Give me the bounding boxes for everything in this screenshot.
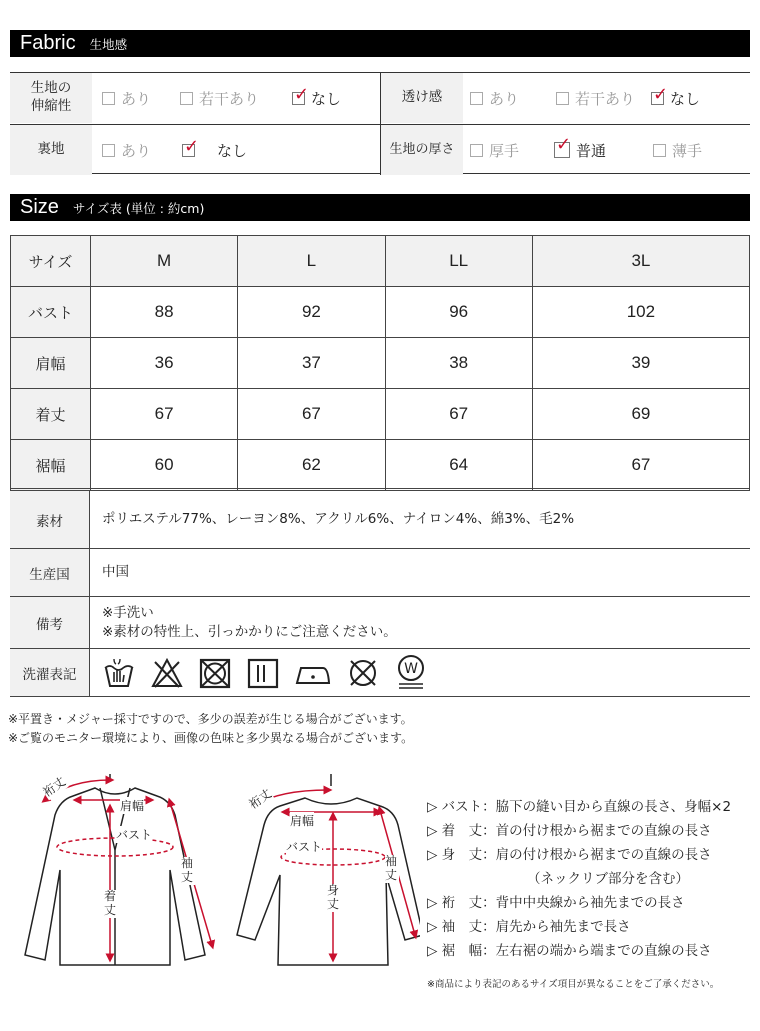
no-bleach-icon <box>150 656 184 690</box>
fabric-subtitle: 生地感 <box>89 36 128 52</box>
size-subtitle: サイズ表 (単位 : 約cm) <box>72 200 205 216</box>
checkbox-icon <box>102 92 115 105</box>
jacket-yuki-label: 裄丈 <box>40 774 69 800</box>
lining-label: 裏地 <box>10 125 92 175</box>
table-row <box>11 389 750 440</box>
fabric-title: Fabric <box>20 32 76 54</box>
table-row <box>11 287 750 338</box>
lining-option-yes: あり <box>102 125 151 175</box>
checkbox-icon <box>470 92 483 105</box>
size-col-ll: LL <box>385 236 532 287</box>
jacket-sleeve-label: 袖丈 <box>181 856 194 884</box>
low-iron-icon <box>294 656 332 690</box>
care-label: 洗濯表記 <box>10 649 90 696</box>
jacket-length-label: 着丈 <box>104 889 117 917</box>
remarks-label: 備考 <box>10 597 90 648</box>
table-cell: 67 <box>238 389 385 440</box>
svg-text:W: W <box>404 660 418 677</box>
size-table <box>10 235 750 491</box>
table-row <box>11 440 750 491</box>
lining-option-no: ✓ なし <box>184 135 248 160</box>
checkbox-icon <box>470 144 483 157</box>
stretch-label: 生地の 伸縮性 <box>10 73 92 123</box>
size-title: Size <box>20 196 59 218</box>
stretch-option-yes: あり <box>102 73 151 123</box>
thickness-option-normal: ✓ 普通 <box>556 134 607 160</box>
row-label: 肩幅 <box>11 338 91 389</box>
shirt-length-label: 身丈 <box>327 883 340 911</box>
legend-kitake: ▷ 着 丈：首の付け根から裾までの直線の長さ <box>427 823 712 839</box>
table-cell: 36 <box>91 338 238 389</box>
row-label: 裾幅 <box>11 440 91 491</box>
material-row <box>10 491 750 549</box>
stretch-option-slight: 若干あり <box>180 73 259 123</box>
line-dry-icon <box>246 656 280 690</box>
thickness-option-thin: 薄手 <box>653 125 702 175</box>
checkbox-icon <box>556 92 569 105</box>
checked-checkbox-icon: ✓ <box>294 83 310 105</box>
table-cell: 96 <box>385 287 532 338</box>
wet-clean-icon <box>394 653 428 693</box>
thickness-label: 生地の厚さ <box>381 125 463 175</box>
size-col-m: M <box>91 236 238 287</box>
shirt-sleeve-label: 袖丈 <box>385 854 398 882</box>
remarks-value <box>90 597 750 648</box>
origin-label: 生産国 <box>10 549 90 596</box>
table-cell: 67 <box>385 389 532 440</box>
care-icons <box>90 649 750 696</box>
table-cell: 67 <box>91 389 238 440</box>
note-monitor: ※ご覧のモニター環境により、画像の色味と多少異なる場合がございます。 <box>8 731 414 745</box>
size-corner: サイズ <box>11 236 91 287</box>
fabric-table <box>10 72 750 174</box>
jacket-outline <box>25 774 205 965</box>
fabric-header <box>10 30 750 57</box>
legend-bust: ▷ バスト：脇下の縫い目から直線の長さ、身幅×2 <box>427 799 732 815</box>
sheer-label: 透け感 <box>381 73 463 123</box>
origin-row <box>10 549 750 597</box>
measurement-diagram <box>0 760 420 980</box>
size-col-l: L <box>238 236 385 287</box>
legend-fine-print: ※商品により表記のあるサイズ項目が異なることをご了承ください。 <box>427 979 720 990</box>
table-cell: 88 <box>91 287 238 338</box>
stretch-option-no: ✓ なし <box>294 83 342 108</box>
table-cell: 102 <box>532 287 749 338</box>
checkbox-icon <box>653 144 666 157</box>
remark-snag: ※素材の特性上、引っかかりにご注意ください。 <box>102 623 397 640</box>
size-table-header <box>11 236 750 287</box>
checkbox-icon <box>102 144 115 157</box>
size-header <box>10 194 750 221</box>
table-cell: 37 <box>238 338 385 389</box>
table-cell: 39 <box>532 338 749 389</box>
sheer-option-no: ✓ なし <box>653 83 701 108</box>
shirt-bust-label: バスト <box>286 840 323 854</box>
legend-yuki: ▷ 裄 丈：背中中央線から袖先までの長さ <box>427 895 685 911</box>
no-tumble-dry-icon <box>198 656 232 690</box>
no-dry-clean-icon <box>346 656 380 690</box>
origin-value: 中国 <box>102 564 129 581</box>
legend-susohaba: ▷ 裾 幅：左右裾の端から端までの直線の長さ <box>427 943 712 959</box>
care-row <box>10 649 750 697</box>
jacket-shoulder-label: 肩幅 <box>120 799 145 813</box>
product-info-table <box>10 488 750 697</box>
shirt-shoulder-label: 肩幅 <box>290 814 315 828</box>
table-cell: 67 <box>532 440 749 491</box>
note-measurement: ※平置き・メジャー採寸ですので、多少の誤差が生じる場合がございます。 <box>8 712 413 726</box>
table-row <box>11 338 750 389</box>
checked-checkbox-icon: ✓ <box>554 142 570 158</box>
material-label: 素材 <box>10 491 90 548</box>
hand-wash-icon <box>102 656 136 690</box>
checked-checkbox-icon: ✓ <box>184 135 200 157</box>
checkbox-icon <box>180 92 193 105</box>
sheer-option-slight: 若干あり <box>556 73 635 123</box>
jacket-bust-label: バスト <box>116 828 153 842</box>
row-label: バスト <box>11 287 91 338</box>
legend-mitake-note: （ネックリブ部分を含む） <box>527 871 689 887</box>
row-label: 着丈 <box>11 389 91 440</box>
table-cell: 92 <box>238 287 385 338</box>
fabric-divider <box>380 73 381 175</box>
legend-mitake: ▷ 身 丈：肩の付け根から裾までの直線の長さ <box>427 847 712 863</box>
thickness-option-thick: 厚手 <box>470 125 519 175</box>
size-col-3l: 3L <box>532 236 749 287</box>
sheer-option-yes: あり <box>470 73 519 123</box>
remarks-row <box>10 597 750 649</box>
material-value: ポリエステル77%、レーヨン8%、アクリル6%、ナイロン4%、綿3%、毛2% <box>102 511 575 528</box>
table-cell: 60 <box>91 440 238 491</box>
table-cell: 69 <box>532 389 749 440</box>
checked-checkbox-icon: ✓ <box>653 83 669 105</box>
table-cell: 62 <box>238 440 385 491</box>
legend-sodetake: ▷ 袖 丈：肩先から袖先まで長さ <box>427 919 631 935</box>
shirt-yuki-label: 裄丈 <box>246 786 275 812</box>
table-cell: 38 <box>385 338 532 389</box>
table-cell: 64 <box>385 440 532 491</box>
remark-hand-wash: ※手洗い <box>102 604 154 621</box>
